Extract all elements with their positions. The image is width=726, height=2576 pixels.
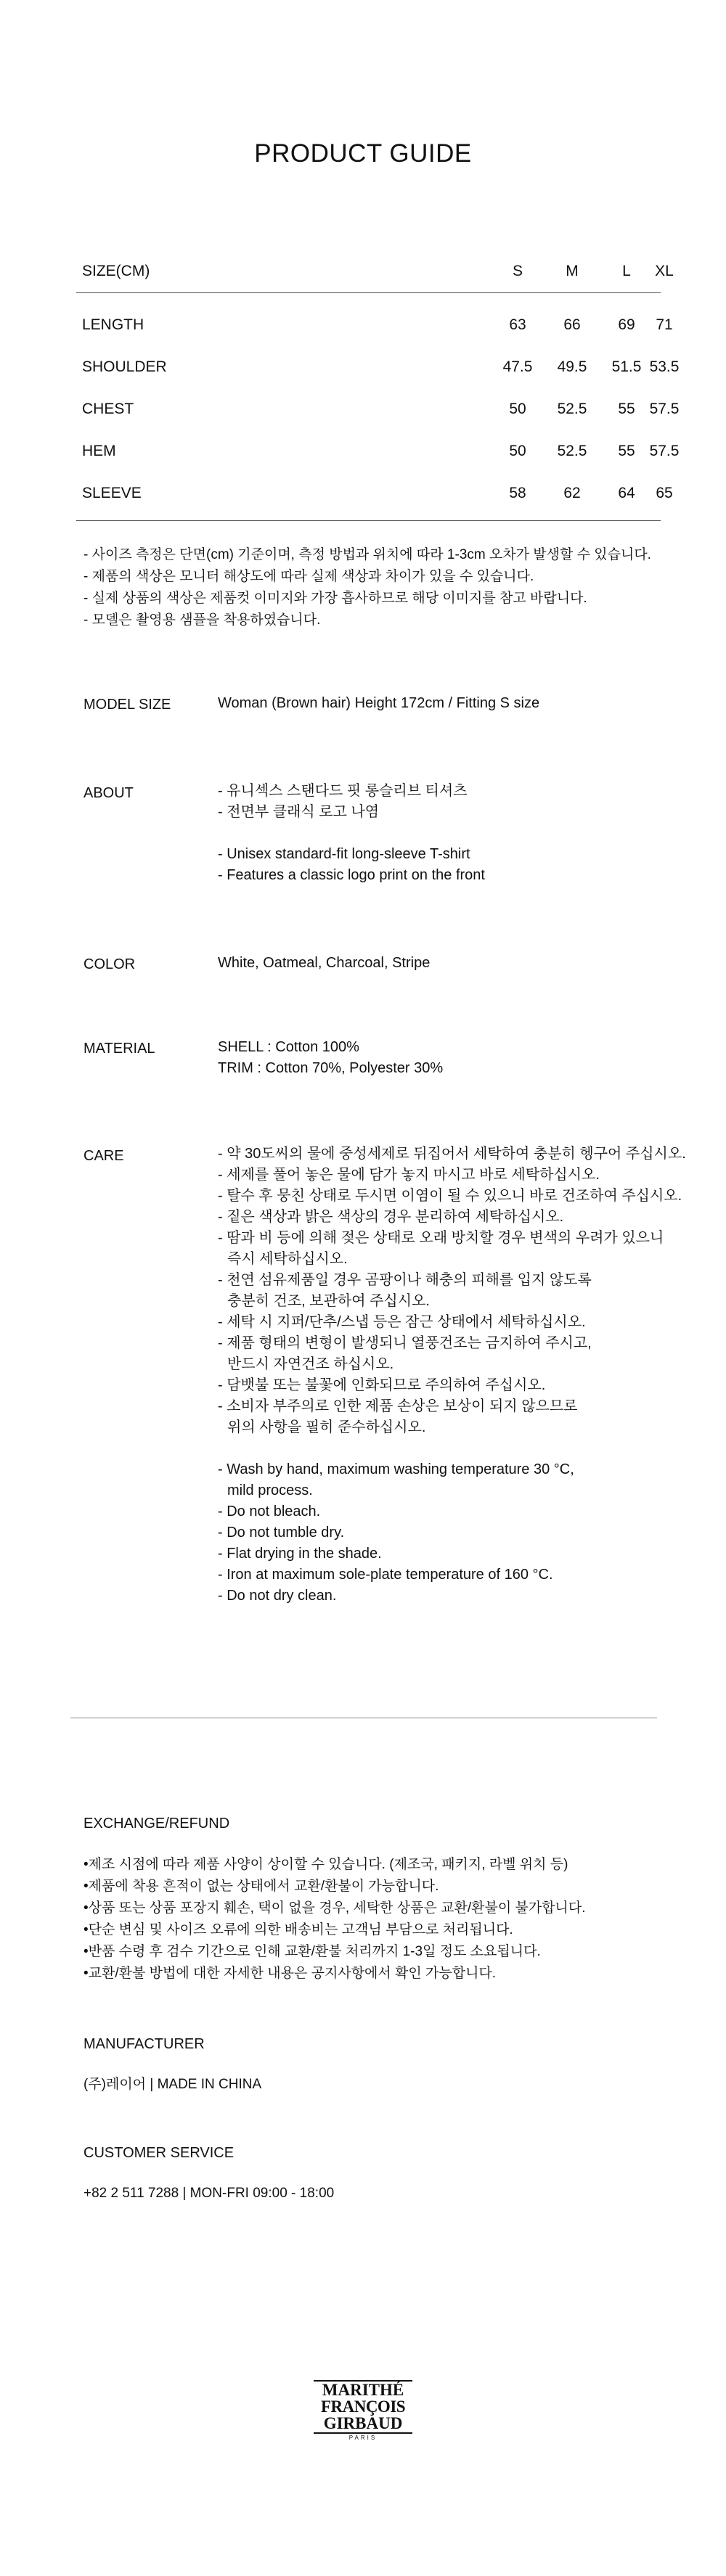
table-cell: 57.5 — [649, 443, 680, 459]
about-label: ABOUT — [83, 785, 134, 801]
table-cell: 62 — [563, 485, 581, 501]
size-header-l: L — [622, 263, 631, 279]
exchange-text — [83, 1854, 586, 1985]
care-line: 반드시 자연건조 하십시오. — [227, 1356, 394, 1372]
customer-service-value: +82 2 511 7288 | MON-FRI 09:00 - 18:00 — [83, 2186, 335, 2201]
about-line: - Unisex standard-fit long-sleeve T-shirt — [218, 846, 470, 862]
manufacturer-title: MANUFACTURER — [83, 2036, 205, 2052]
care-line: - 세제를 풀어 놓은 물에 담가 놓지 마시고 바로 세탁하십시오. — [218, 1167, 600, 1183]
care-line: - 천연 섬유제품일 경우 곰팡이나 해충의 피해를 입지 않도록 — [218, 1272, 592, 1288]
note-line: - 모델은 촬영용 샘플을 착용하였습니다. — [83, 612, 321, 628]
row-label: LENGTH — [82, 316, 144, 333]
about-line: - Features a classic logo print on the front — [218, 867, 485, 883]
model-size-value — [218, 693, 539, 714]
size-header-s: S — [512, 263, 523, 279]
row-label: HEM — [82, 443, 116, 459]
table-cell: 50 — [509, 401, 526, 417]
care-line: - Do not tumble dry. — [218, 1525, 345, 1541]
care-line: - Flat drying in the shade. — [218, 1546, 382, 1562]
table-row — [76, 388, 680, 430]
note-line: - 실제 상품의 색상은 제품컷 이미지와 가장 흡사하므로 해당 이미지를 참고 바랍니다. — [83, 591, 587, 606]
row-label: SLEEVE — [82, 485, 142, 501]
logo-line-4: PARIS — [348, 2435, 378, 2441]
table-cell: 47.5 — [502, 358, 533, 375]
table-cell: 49.5 — [557, 358, 587, 375]
size-header-m: M — [566, 263, 579, 279]
row-label: SHOULDER — [82, 358, 167, 375]
care-line: - Do not bleach. — [218, 1504, 321, 1519]
table-cell: 69 — [618, 316, 635, 333]
table-cell: 63 — [509, 316, 526, 333]
material-line: TRIM : Cotton 70%, Polyester 30% — [218, 1060, 444, 1076]
note-line: - 사이즈 측정은 단면(cm) 기준이며, 측정 방법과 위치에 따라 1-3cm 오차가 발생할 수 있습니다. — [83, 547, 651, 562]
color-label: COLOR — [83, 956, 136, 972]
table-cell: 65 — [656, 485, 673, 501]
care-line: - Iron at maximum sole-plate temperature of 160 °C. — [218, 1567, 553, 1583]
table-cell: 66 — [563, 316, 581, 333]
care-line: 위의 사항을 필히 준수하십시오. — [227, 1419, 426, 1435]
table-row — [76, 472, 673, 514]
material-value — [218, 1037, 443, 1079]
table-cell: 64 — [618, 485, 635, 501]
table-cell: 51.5 — [611, 358, 642, 375]
logo-line-2: FRANÇOIS — [320, 2397, 406, 2416]
size-header-xl: XL — [655, 263, 674, 279]
table-cell: 53.5 — [649, 358, 680, 375]
row-label: CHEST — [82, 401, 134, 417]
model-size-text: Woman (Brown hair) Height 172cm / Fitting S size — [218, 695, 540, 711]
size-notes — [83, 544, 651, 631]
table-cell: 55 — [618, 401, 635, 417]
care-value — [218, 1144, 686, 1607]
color-value — [218, 953, 430, 974]
exchange-title: EXCHANGE/REFUND — [83, 1816, 230, 1831]
care-line: 충분히 건조, 보관하여 주십시오. — [227, 1293, 430, 1309]
care-line: - 소비자 부주의로 인한 제품 손상은 보상이 되지 않으므로 — [218, 1398, 578, 1414]
exchange-line: •반품 수령 후 검수 기간으로 인해 교환/환불 처리까지 1-3일 정도 소요됩니다. — [83, 1944, 541, 1959]
care-line: - 제품 형태의 변형이 발생되니 열풍건조는 금지하여 주시고, — [218, 1335, 592, 1351]
exchange-line: •제품에 착용 흔적이 없는 상태에서 교환/환불이 가능합니다. — [83, 1879, 439, 1894]
model-size-label: MODEL SIZE — [83, 697, 171, 713]
table-row — [76, 304, 673, 346]
brand-logo — [312, 2380, 414, 2442]
care-line: - 땀과 비 등에 의해 젖은 상태로 오래 방치할 경우 변색의 우려가 있으니 — [218, 1230, 664, 1246]
care-line: mild process. — [227, 1482, 313, 1498]
care-line: - 담뱃불 또는 불꽃에 인화되므로 주의하여 주십시오. — [218, 1377, 546, 1393]
exchange-line: •단순 변심 및 사이즈 오류에 의한 배송비는 고객님 부담으로 처리됩니다. — [83, 1922, 513, 1937]
table-row — [76, 346, 680, 388]
care-label: CARE — [83, 1148, 124, 1164]
size-table — [76, 250, 680, 521]
about-line: - 전면부 클래식 로고 나염 — [218, 804, 380, 820]
material-line: SHELL : Cotton 100% — [218, 1039, 359, 1055]
care-line: - Do not dry clean. — [218, 1588, 337, 1604]
care-line: - Wash by hand, maximum washing temperature 30 °C, — [218, 1461, 574, 1477]
logo-line-3: GIRBAUD — [323, 2414, 403, 2432]
table-cell: 58 — [509, 485, 526, 501]
care-line: - 세탁 시 지퍼/단추/스냅 등은 잠근 상태에서 세탁하십시오. — [218, 1314, 586, 1330]
table-cell: 52.5 — [557, 443, 587, 459]
size-header-label: SIZE(CM) — [82, 263, 150, 279]
about-value — [218, 781, 485, 886]
care-line: - 약 30도씨의 물에 중성세제로 뒤집어서 세탁하여 충분히 헹구어 주십시오. — [218, 1146, 686, 1162]
table-cell: 55 — [618, 443, 635, 459]
exchange-line: •제조 시점에 따라 제품 사양이 상이할 수 있습니다. (제조국, 패키지, 라벨 위치 등) — [83, 1857, 568, 1872]
table-row — [76, 430, 680, 472]
about-line: - 유니섹스 스탠다드 핏 롱슬리브 티셔츠 — [218, 783, 468, 799]
color-text: White, Oatmeal, Charcoal, Stripe — [218, 955, 431, 971]
care-line: - 탈수 후 뭉친 상태로 두시면 이염이 될 수 있으니 바로 건조하여 주십시오. — [218, 1188, 682, 1204]
size-table-body — [76, 304, 680, 521]
material-label: MATERIAL — [83, 1041, 155, 1057]
logo-line-1: MARITHÉ — [322, 2381, 404, 2399]
size-table-header — [76, 250, 674, 293]
table-cell: 57.5 — [649, 401, 680, 417]
care-line: 즉시 세탁하십시오. — [227, 1251, 348, 1267]
page-title: PRODUCT GUIDE — [254, 139, 472, 168]
exchange-line: •상품 또는 상품 포장지 훼손, 택이 없을 경우, 세탁한 상품은 교환/환불이 불가합니다. — [83, 1900, 586, 1916]
table-cell: 50 — [509, 443, 526, 459]
customer-service-title: CUSTOMER SERVICE — [83, 2145, 234, 2161]
table-cell: 52.5 — [557, 401, 587, 417]
care-line: - 짙은 색상과 밝은 색상의 경우 분리하여 세탁하십시오. — [218, 1209, 564, 1225]
exchange-line: •교환/환불 방법에 대한 자세한 내용은 공지사항에서 확인 가능합니다. — [83, 1966, 497, 1981]
manufacturer-value: (주)레이어 | MADE IN CHINA — [83, 2077, 262, 2092]
note-line: - 제품의 색상은 모니터 해상도에 따라 실제 색상과 차이가 있을 수 있습니다. — [83, 569, 534, 584]
table-cell: 71 — [656, 316, 673, 333]
